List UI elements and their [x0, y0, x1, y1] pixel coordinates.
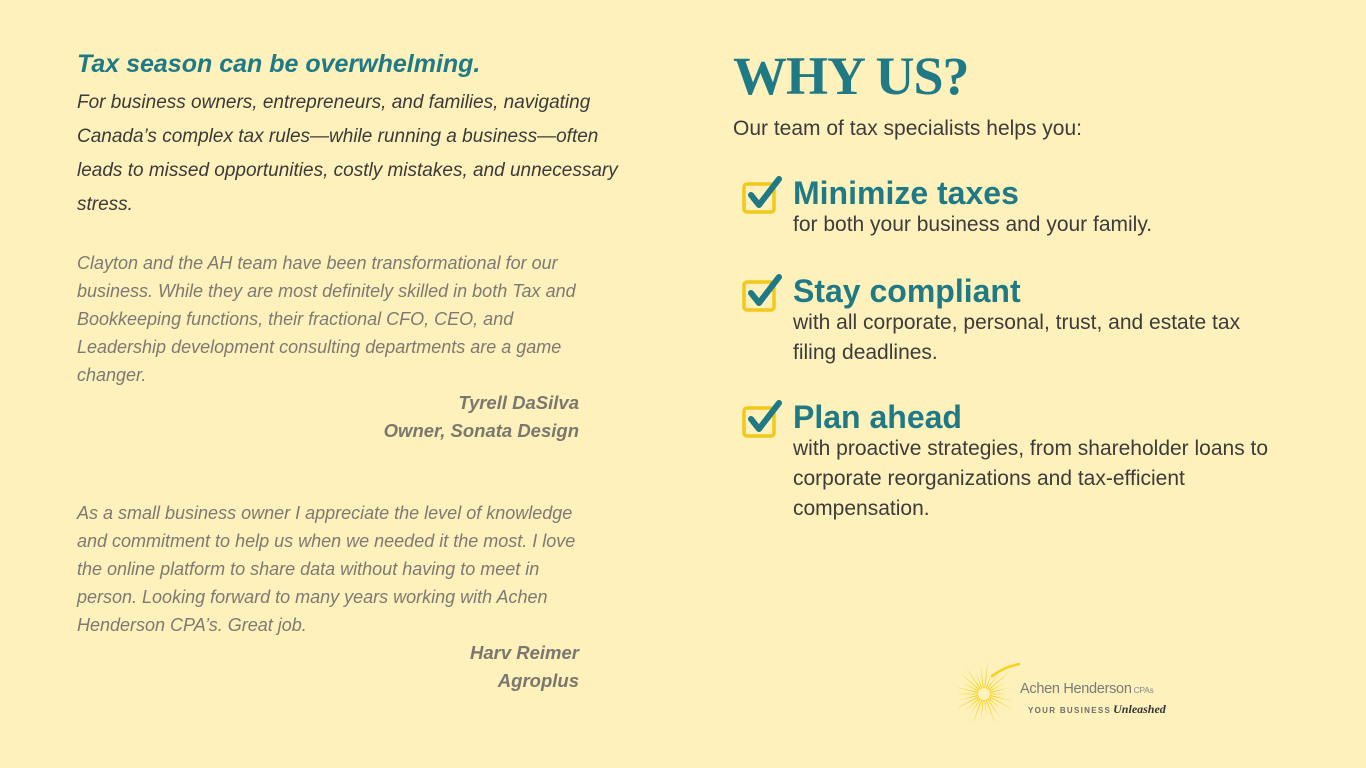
- intro-section: [77, 46, 637, 222]
- logo-name: [1020, 681, 1153, 697]
- testimonial-role: Owner, Sonata Design: [383, 420, 579, 441]
- benefit-title: Plan ahead: [793, 399, 962, 435]
- testimonial-quote: As a small business owner I appreciate the level of knowledge and commitment to help us when we needed it the most. I love the online platform to share data without having to meet in person. Looking forward to many years working with Achen Henderson CPA’s. Great job.: [77, 503, 576, 635]
- logo-suffix: CPAs: [1133, 685, 1154, 695]
- sunburst-logo-icon: [958, 662, 1020, 722]
- testimonial: [77, 249, 579, 445]
- logo-tagline: [1028, 702, 1166, 717]
- intro-headline: Tax season can be overwhelming.: [77, 50, 481, 78]
- logo-name-text: Achen Henderson: [1020, 681, 1132, 697]
- testimonial: [77, 499, 579, 695]
- why-us-section: [733, 46, 1293, 520]
- intro-paragraph: For business owners, entrepreneurs, and families, navigating Canada’s complex tax rules—while running a business—often leads to missed opportunities, costly mistakes, and unnecessary stress.: [77, 92, 618, 215]
- why-us-subhead: Our team of tax specialists helps you:: [733, 117, 1082, 140]
- testimonial-quote: Clayton and the AH team have been transformational for our business. While they are most definitely skilled in both Tax and Bookkeeping functions, their fractional CFO, CEO, and Leadership development consulting departments are a game changer.: [77, 253, 576, 385]
- benefit-title: Stay compliant: [793, 273, 1021, 309]
- benefit-description: for both your business and your family.: [793, 213, 1153, 236]
- testimonial-author: Harv Reimer: [469, 642, 579, 663]
- testimonial-role: Agroplus: [497, 670, 579, 691]
- logo-tagline-emphasis: Unleashed: [1113, 702, 1166, 716]
- checkbox-checked-icon: [741, 400, 783, 440]
- benefit-description: with all corporate, personal, trust, and estate tax filing deadlines.: [793, 311, 1241, 364]
- testimonial-author: Tyrell DaSilva: [458, 392, 579, 413]
- checkbox-checked-icon: [741, 274, 783, 314]
- benefit-title: Minimize taxes: [793, 175, 1019, 211]
- company-logo: [958, 662, 1178, 722]
- logo-tagline-text: YOUR BUSINESS: [1028, 706, 1112, 715]
- benefit-description: with proactive strategies, from shareholder loans to corporate reorganizations and tax-efficient compensation.: [793, 437, 1269, 520]
- checkbox-checked-icon: [741, 176, 783, 216]
- why-us-title: WHY US?: [733, 46, 969, 106]
